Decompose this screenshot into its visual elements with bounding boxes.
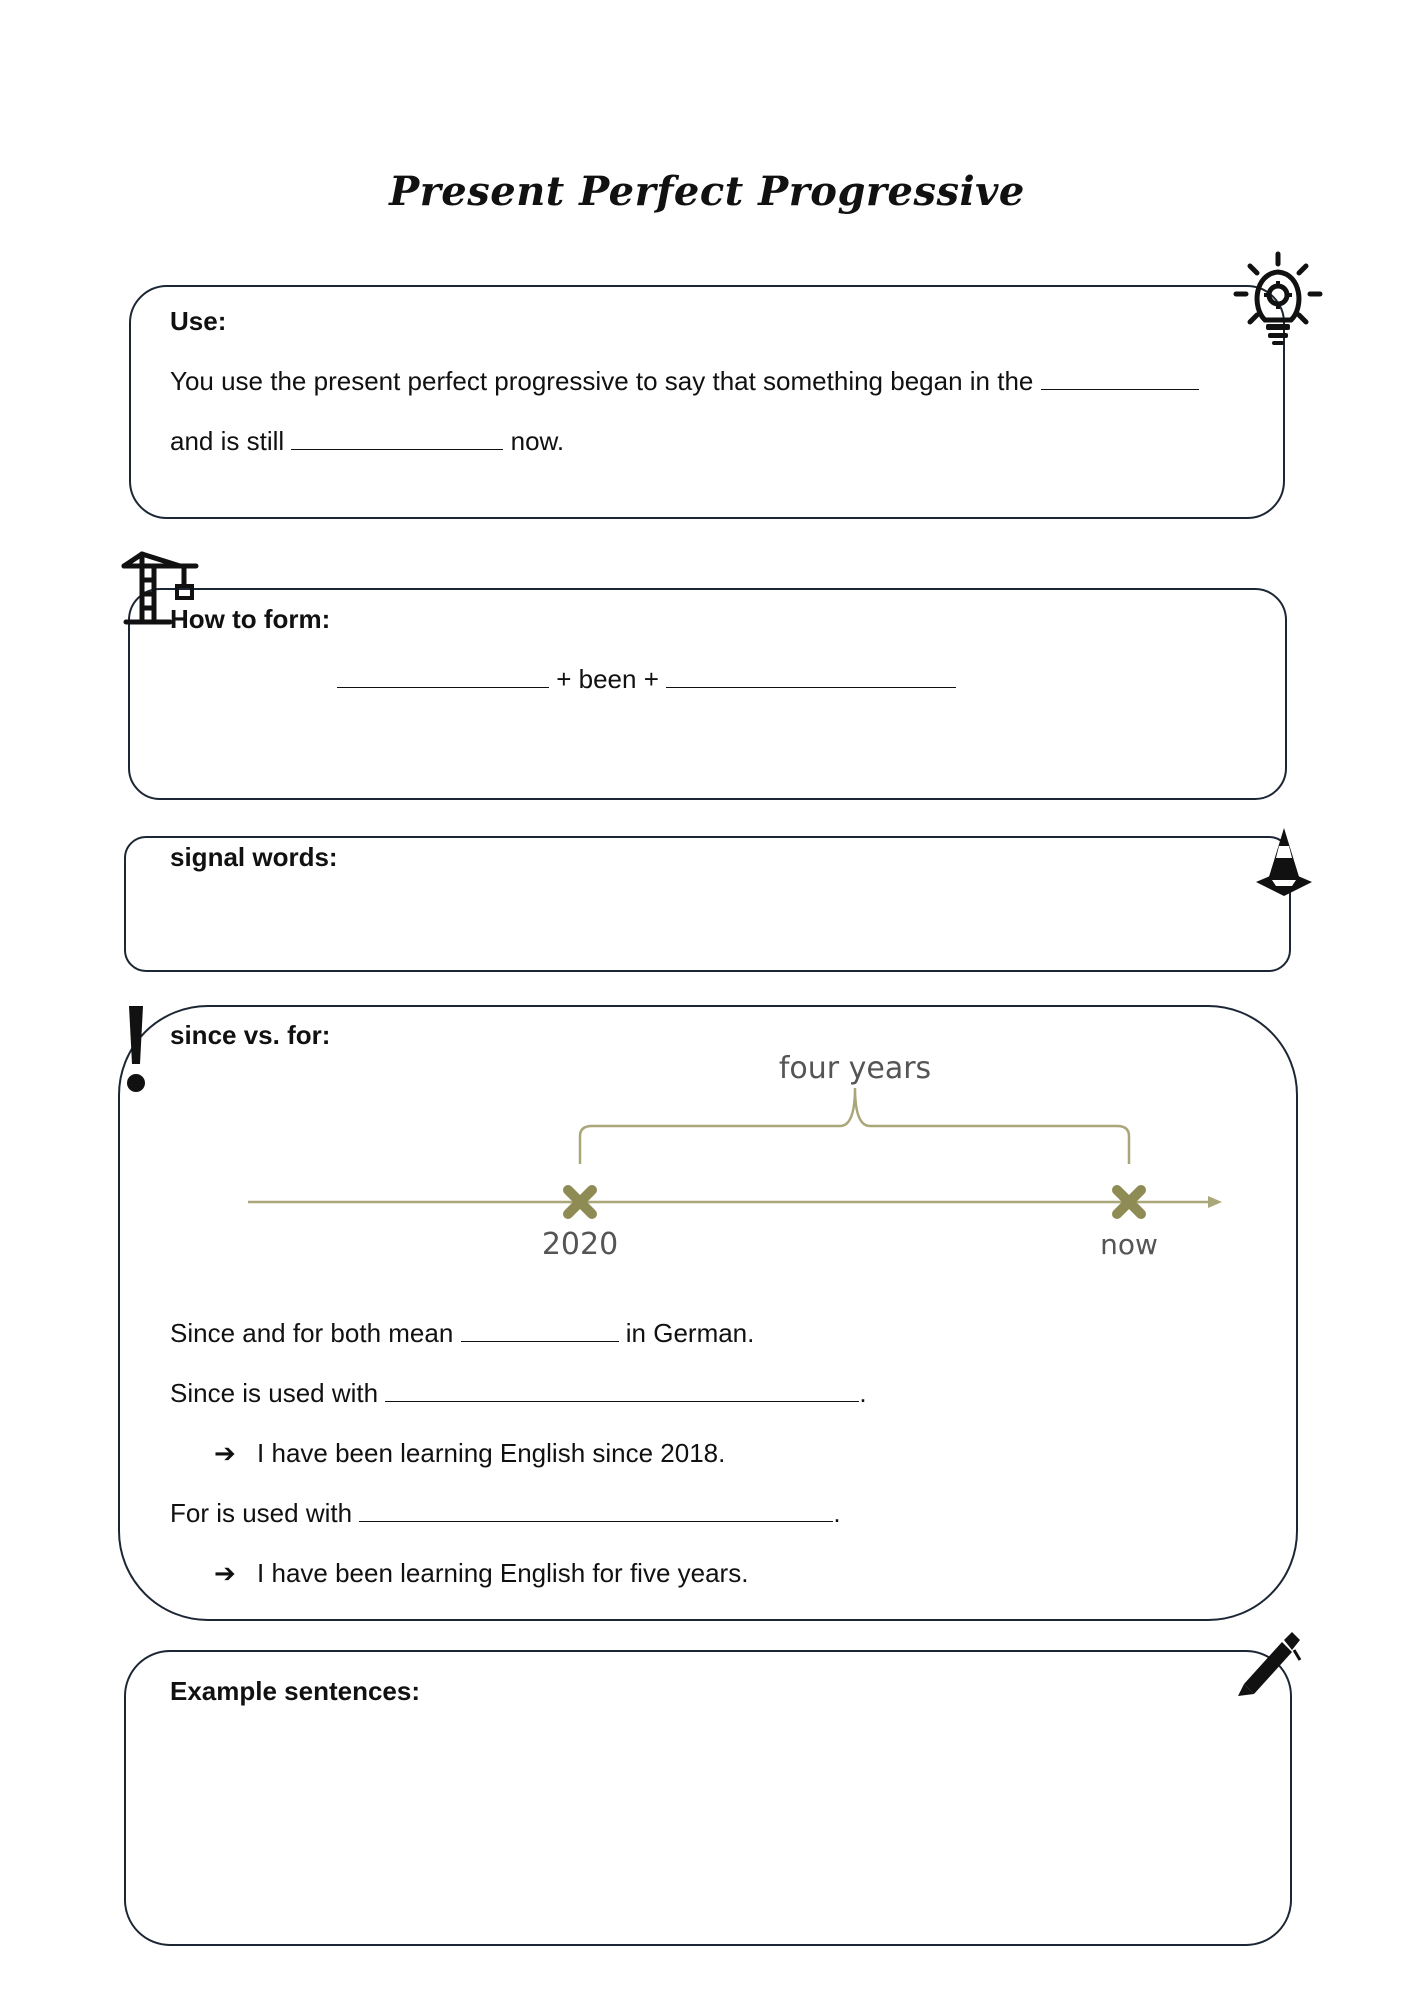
use-blank-1 [1041, 367, 1199, 390]
timeline-start-label: 2020 [541, 1227, 619, 1262]
timeline-brace [580, 1088, 1129, 1164]
timeline-end-label: now [1100, 1228, 1158, 1261]
use-line-2 [170, 426, 564, 457]
form-blank-1 [337, 665, 549, 688]
since-for-example-1 [214, 1438, 725, 1469]
signal-heading: signal words: [170, 842, 338, 872]
since-for-line-3-suffix: . [833, 1498, 841, 1528]
examples-heading: Example sentences: [170, 1676, 421, 1706]
since-for-line-3 [170, 1498, 841, 1529]
since-for-heading: since vs. for: [170, 1020, 331, 1050]
since-for-line-3-prefix: For is used with [170, 1498, 353, 1528]
since-for-example-2-text: I have been learning English for five years. [257, 1558, 749, 1588]
use-box [129, 285, 1285, 519]
page-title: Present Perfect Progressive [389, 168, 1025, 215]
since-for-line-1-suffix: in German. [625, 1318, 755, 1348]
right-arrow-icon: ➔ [214, 1558, 236, 1588]
timeline-span-label: four years [778, 1051, 932, 1086]
since-for-example-2 [214, 1558, 748, 1589]
crane-icon [120, 550, 200, 626]
timeline [240, 1044, 1230, 1274]
form-formula-middle: + been + [556, 664, 659, 694]
right-arrow-icon: ➔ [214, 1438, 236, 1468]
since-for-blank-1 [461, 1319, 619, 1342]
form-formula [337, 664, 956, 695]
use-line-2-prefix: and is still [170, 426, 285, 456]
lightbulb-gear-icon [1230, 250, 1326, 350]
use-line-2-suffix: now. [510, 426, 565, 456]
form-heading: How to form: [170, 604, 331, 634]
since-for-line-2 [170, 1378, 867, 1409]
since-for-line-1 [170, 1318, 754, 1349]
since-for-line-2-suffix: . [859, 1378, 867, 1408]
pen-icon [1234, 1628, 1304, 1698]
use-line-1 [170, 366, 1199, 397]
traffic-cone-icon [1252, 826, 1316, 898]
since-for-line-1-prefix: Since and for both mean [170, 1318, 454, 1348]
since-for-example-1-text: I have been learning English since 2018. [257, 1438, 726, 1468]
form-blank-2 [666, 665, 956, 688]
timeline-arrowhead [1208, 1196, 1222, 1208]
since-for-blank-2 [385, 1379, 859, 1402]
use-blank-2 [291, 427, 503, 450]
exclamation-icon [124, 1002, 148, 1096]
since-for-blank-3 [359, 1499, 833, 1522]
use-line-1-text: You use the present perfect progressive to say that something began in the [170, 366, 1034, 396]
use-heading: Use: [170, 306, 227, 336]
since-for-line-2-prefix: Since is used with [170, 1378, 379, 1408]
